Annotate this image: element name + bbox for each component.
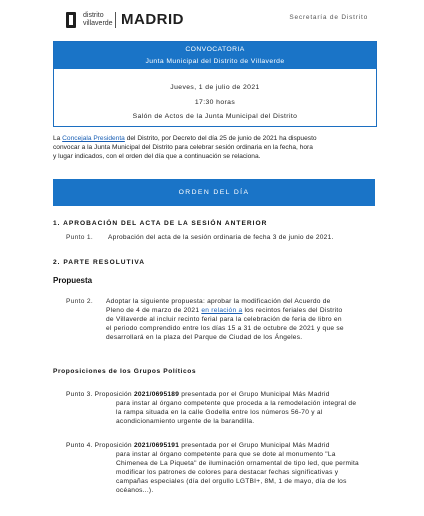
madrid-coat-of-arms-icon	[66, 12, 76, 28]
meeting-place: Salón de Actos de la Junta Municipal del Distrito	[132, 113, 298, 120]
punto-3-line: acondicionamiento urgente de la barandilla.	[116, 418, 255, 425]
intro-paragraph	[53, 134, 378, 161]
orden-del-dia-title: ORDEN DEL DÍA	[178, 189, 250, 196]
convocatoria-title: CONVOCATORIA	[185, 46, 245, 53]
punto-2-text-part: los recintos feriales del Distrito	[242, 307, 343, 314]
punto-4-line	[66, 441, 378, 450]
logo-divider	[115, 12, 116, 28]
punto-4-line: modificar los patrones de colores para destacar fechas significativas y	[116, 469, 339, 476]
punto-2-line: de Villaverde al incluir recinto ferial para la celebración de feria de libro en	[106, 316, 342, 323]
punto-4-line: campañas especiales (día del orgullo LGTBI+, 8M, 1 de mayo, día de los	[116, 478, 347, 485]
punto-1-text: Aprobación del acta de la sesión ordinaria de fecha 3 de junio de 2021.	[108, 234, 334, 241]
punto-4	[66, 441, 378, 495]
concejala-presidenta-link[interactable]: Concejala Presidenta	[62, 135, 125, 142]
meeting-date: Jueves, 1 de julio de 2021	[170, 84, 260, 91]
section-1-title: 1. APROBACIÓN DEL ACTA DE LA SESIÓN ANTERIOR	[53, 220, 268, 227]
meeting-time: 17:30 horas	[194, 99, 236, 106]
punto-1-label: Punto 1.	[66, 234, 93, 241]
punto-3-label: Punto 3. Proposición	[66, 391, 134, 398]
punto-4-line: para instar al órgano competente para que se dote al monumento "La	[116, 451, 336, 458]
punto-3-number: 2021/0695189	[133, 391, 180, 398]
punto-4-line: océanos...).	[116, 487, 154, 494]
punto-2-line	[106, 306, 378, 315]
punto-3-text-part: presentada por el Grupo Municipal Más Madrid	[179, 391, 330, 398]
proposiciones-heading: Proposiciones de los Grupos Políticos	[53, 368, 197, 375]
punto-3-line: la rampa situada en la calle Godella entre los números 56-70 y al	[116, 409, 323, 416]
intro-line1: del Distrito, por Decreto del día 25 de junio de 2021 ha dispuesto	[124, 135, 317, 142]
section-2-title: 2. PARTE RESOLUTIVA	[53, 259, 146, 266]
intro-line3: y lugar indicados, con el orden del día que a continuación se relaciona.	[53, 153, 261, 160]
convocatoria-subtitle: Junta Municipal del Distrito de Villaverde	[145, 58, 285, 65]
punto-4-label: Punto 4. Proposición	[66, 442, 134, 449]
intro-prefix: La	[53, 135, 63, 142]
punto-2-text-part: Pleno de 4 de marzo de 2021	[106, 307, 202, 314]
en-relacion-link[interactable]: en relación a	[201, 307, 243, 314]
intro-line2: convocar a la Junta Municipal del Distrito para celebrar sesión ordinaria en la fecha, hora	[53, 144, 313, 151]
punto-4-text-part: presentada por el Grupo Municipal Más Madrid	[179, 442, 330, 449]
logo-district-name: villaverde	[83, 20, 113, 27]
punto-2-line: Adoptar la siguiente propuesta: aprobar la modificación del Acuerdo de	[106, 298, 331, 305]
punto-3-line: para instar al órgano competente que proceda a la remodelación integral de	[116, 400, 357, 407]
convocatoria-header	[54, 42, 376, 69]
punto-4-line: Chimenea de La Piqueta" de iluminación ornamental de tipo led, que permita	[116, 460, 359, 467]
punto-2-line: desarrollará en la plaza del Parque de Ciudad de los Ángeles.	[106, 334, 303, 341]
punto-2-label: Punto 2.	[66, 298, 93, 305]
punto-3	[66, 390, 378, 426]
punto-2-text	[106, 297, 378, 342]
punto-4-number: 2021/0695191	[133, 442, 180, 449]
propuesta-heading: Propuesta	[53, 276, 93, 285]
logo-city: MADRID	[121, 11, 184, 28]
logo-district-label: distrito	[83, 12, 104, 19]
orden-del-dia-banner	[53, 179, 375, 206]
department-label: Secretaría de Distrito	[289, 14, 368, 21]
punto-3-line	[66, 390, 378, 399]
punto-2-line: el periodo comprendido entre los días 15 a 31 de octubre de 2021 y que se	[106, 325, 344, 332]
convocatoria-box	[53, 41, 377, 127]
